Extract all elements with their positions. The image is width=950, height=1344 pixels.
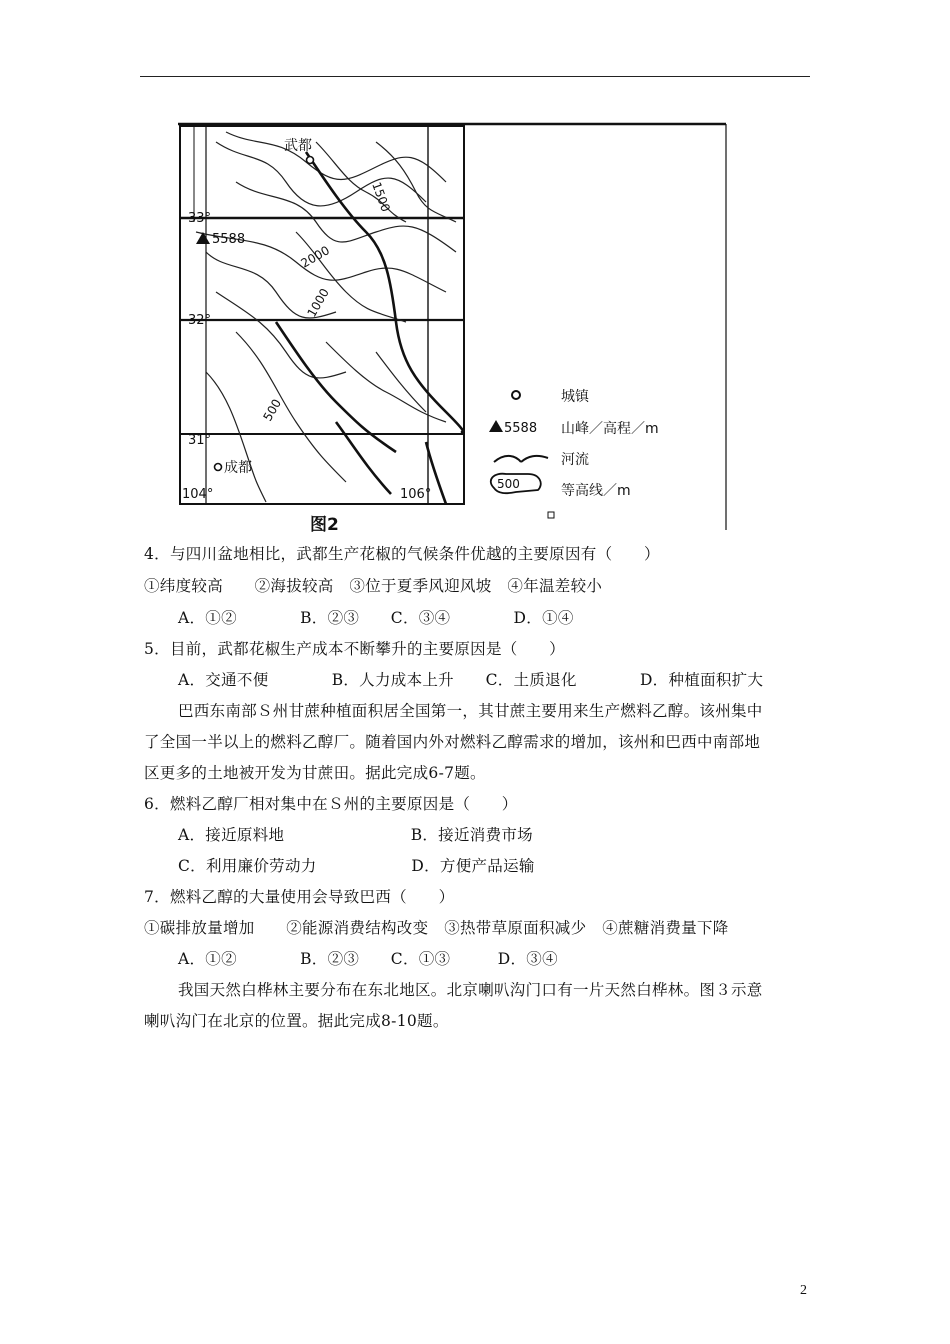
- label-wudu: 武都: [284, 138, 312, 154]
- map-frame: [178, 124, 726, 530]
- legend-town: 城镇: [561, 389, 589, 405]
- legend-contour-value: 500: [497, 477, 520, 491]
- lat-label-33: 33°: [188, 211, 212, 226]
- town-wudu: [284, 138, 314, 164]
- town-chengdu: [215, 459, 253, 476]
- label-peak: 5588: [212, 232, 246, 247]
- lon-label-104: 104°: [182, 487, 214, 502]
- map-legend: [489, 388, 659, 518]
- lon-label-106: 106°: [400, 487, 432, 502]
- q7-options: A．①② B．②③ C．①③ D．③④: [178, 950, 558, 968]
- lat-label-31: 31°: [188, 433, 212, 448]
- topographic-map-figure: [176, 122, 728, 532]
- contour-label-1500: 1500: [369, 180, 393, 214]
- legend-peak-value: 5588: [504, 421, 538, 436]
- passage1-line3: 区更多的土地被开发为甘蔗田。据此完成6-7题。: [144, 764, 486, 782]
- q4-options: A．①② B．②③ C．③④ D．①④: [178, 609, 574, 627]
- passage2-line1: 我国天然白桦林主要分布在东北地区。北京喇叭沟门口有一片天然白桦林。图３示意: [178, 981, 763, 999]
- legend-peak: 山峰／高程／m: [561, 421, 659, 437]
- q6-options-row1: A．接近原料地 B．接近消费市场: [178, 826, 533, 844]
- legend-river: 河流: [561, 452, 589, 468]
- lat-label-32: 32°: [188, 313, 212, 328]
- q6-stem: 6．燃料乙醇厂相对集中在Ｓ州的主要原因是（ ）: [144, 795, 518, 813]
- figure-caption: 图2: [310, 515, 339, 532]
- q5-options: A．交通不便 B．人力成本上升 C．土质退化 D．种植面积扩大: [178, 671, 764, 689]
- contour-label-500: 500: [260, 396, 285, 424]
- label-chengdu: 成都: [224, 460, 252, 476]
- q4-stem: 4．与四川盆地相比，武都生产花椒的气候条件优越的主要原因有（ ）: [144, 545, 660, 563]
- q7-stem: 7．燃料乙醇的大量使用会导致巴西（ ）: [144, 888, 455, 906]
- q7-items: ①碳排放量增加 ②能源消费结构改变 ③热带草原面积减少 ④蔗糖消费量下降: [144, 919, 729, 937]
- q4-items: ①纬度较高 ②海拔较高 ③位于夏季风迎风坡 ④年温差较小: [144, 577, 603, 595]
- contour-label-2000: 2000: [298, 243, 332, 271]
- q6-options-row2: C．利用廉价劳动力 D．方便产品运输: [178, 857, 535, 875]
- q5-stem: 5．目前，武都花椒生产成本不断攀升的主要原因是（ ）: [144, 640, 565, 658]
- rivers: [276, 152, 464, 504]
- passage1-line1: 巴西东南部Ｓ州甘蔗种植面积居全国第一，其甘蔗主要用来生产燃料乙醇。该州集中: [178, 702, 763, 720]
- contour-label-1000: 1000: [304, 286, 332, 320]
- passage2-line2: 喇叭沟门在北京的位置。据此完成8-10题。: [144, 1012, 449, 1030]
- header-rule: [140, 76, 810, 77]
- contour-lines: [196, 132, 456, 502]
- page-number: 2: [800, 1283, 807, 1298]
- legend-contour: 等高线／m: [561, 483, 631, 499]
- peak-5588: [196, 232, 245, 247]
- passage1-line2: 了全国一半以上的燃料乙醇厂。随着国内外对燃料乙醇需求的增加，该州和巴西中南部地: [144, 733, 761, 751]
